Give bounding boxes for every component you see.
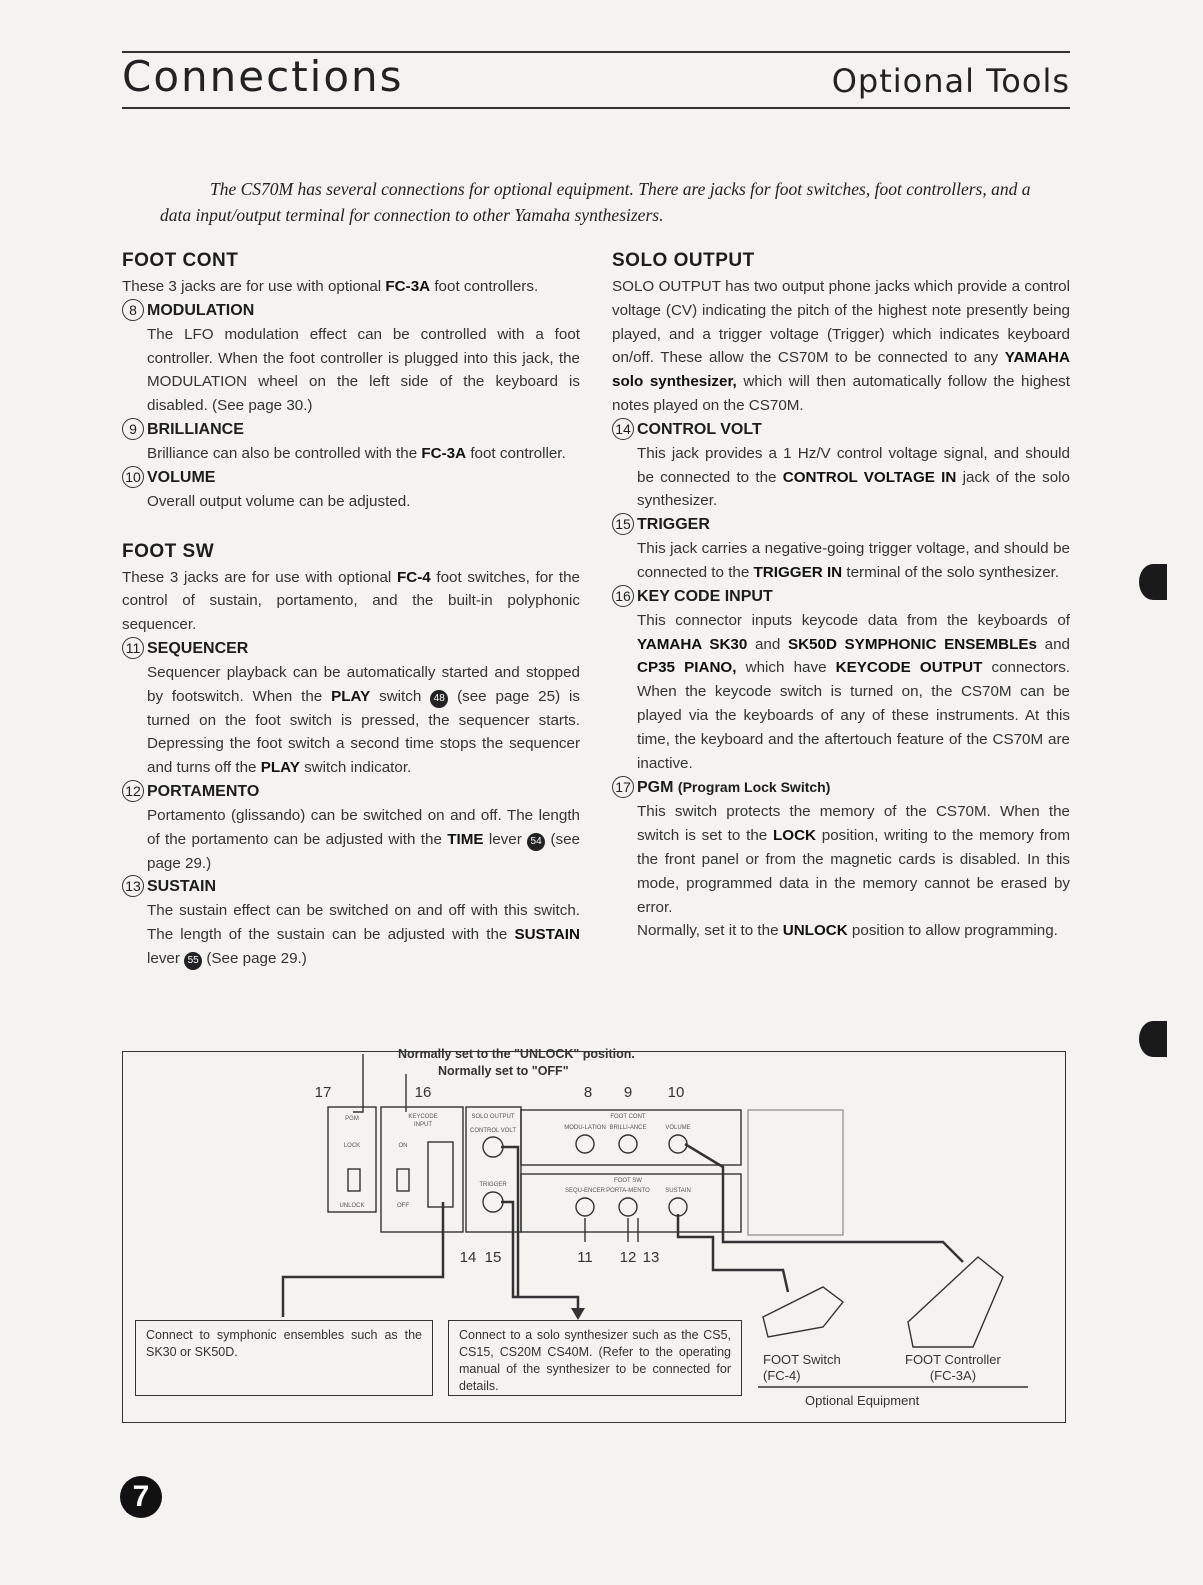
unlock-note-line (353, 1054, 363, 1112)
pgm-panel (328, 1107, 376, 1212)
solo-synth-box: Connect to a solo synthesizer such as the CS5, CS15, CS20M CS40M. (Refer to the operating manual of the synthesizer to be connected for details. (448, 1320, 742, 1396)
modulation-heading: 8 MODULATION (122, 299, 580, 323)
foot-controller-pedal (908, 1257, 1003, 1347)
portamento-jack (619, 1198, 637, 1216)
callout-15: 15 (484, 1249, 502, 1266)
pgm-switch (348, 1169, 360, 1191)
callout-16: 16 (414, 1084, 432, 1101)
trigger-jack (483, 1192, 503, 1212)
left-column (122, 247, 580, 971)
page-title: Connections (122, 52, 404, 101)
label-input: INPUT (414, 1122, 432, 1128)
arrow-to-solo-box (571, 1308, 585, 1320)
symphonic-box: Connect to symphonic ensembles such as the SK30 or SK50D. (135, 1320, 433, 1396)
keycode-cable (283, 1202, 443, 1317)
volume-text: Overall output volume can be adjusted. (147, 492, 411, 510)
modulation-jack (576, 1135, 594, 1153)
section-title: Optional Tools (831, 62, 1070, 100)
label-sequencer: SEQU-ENCER (564, 1188, 606, 1194)
binder-hole-bottom (1139, 1021, 1167, 1057)
portamento-text: Portamento (glissando) can be switched on and off. The length of the portamento can be adjusted with the TIME lever 54 (see page 29.) (147, 806, 580, 872)
sustain-text: The sustain effect can be switched on and off with this switch. The length of the sustain can be adjusted with the SUSTAIN lever 55 (See page 29.) (122, 899, 580, 970)
foot-sw-heading: FOOT SW (122, 540, 215, 562)
label-trigger: TRIGGER (479, 1182, 507, 1188)
label-foot-sw: FOOT SW (614, 1178, 642, 1184)
output-panel (748, 1110, 843, 1235)
header-bottom-rule (122, 107, 1070, 109)
intro-paragraph: The CS70M has several connections for optional equipment. There are jacks for foot switches, foot controllers, and a data input/output terminal for connection to other Yamaha synthesizers. (160, 179, 1031, 225)
page-number: 7 (120, 1476, 162, 1518)
label-solo-output: SOLO OUTPUT (471, 1114, 515, 1120)
foot-cont-desc: These 3 jacks are for use with optional FC-3A foot controllers. (122, 278, 539, 295)
solo-output-heading: SOLO OUTPUT (612, 250, 755, 271)
pgm-text-2: Normally, set it to the UNLOCK position to allow programming. (637, 922, 1058, 940)
sustain-jack (669, 1198, 687, 1216)
portamento-heading: 12 PORTAMENTO (122, 780, 580, 804)
sequencer-heading: 11 SEQUENCER (122, 637, 580, 661)
callout-8: 8 (583, 1084, 593, 1101)
keycode-connector (428, 1142, 453, 1207)
control-volt-jack (483, 1137, 503, 1157)
pgm-text: This switch protects the memory of the CS70M. When the switch is set to the LOCK position, writing to the memory from the front panel or from the magnetic cards is disabled. In this mode, programmed data in the memory cannot be erased by error. (637, 803, 1070, 916)
keycode-switch (397, 1169, 409, 1191)
label-foot-cont: FOOT CONT (610, 1114, 646, 1120)
volume-heading: 10 VOLUME (122, 466, 580, 490)
sequencer-jack (576, 1198, 594, 1216)
callout-17: 17 (314, 1084, 332, 1101)
binder-hole-top (1139, 564, 1167, 600)
key-code-input-heading: 16 KEY CODE INPUT (612, 585, 1070, 609)
label-unlock: UNLOCK (339, 1203, 365, 1209)
label-off: OFF (397, 1203, 409, 1209)
control-volt-heading: 14 CONTROL VOLT (612, 418, 1070, 442)
label-modulation: MODU-LATION (564, 1125, 606, 1131)
foot-controller-label: FOOT Controller (FC-3A) (905, 1352, 1001, 1383)
foot-cont-heading: FOOT CONT (122, 250, 239, 271)
pgm-heading: 17 PGM (Program Lock Switch) (612, 775, 1070, 800)
sustain-heading: 13 SUSTAIN (122, 875, 580, 899)
callout-13: 13 (642, 1249, 660, 1266)
off-note: Normally set to "OFF" (438, 1064, 569, 1078)
foot-switch-cable (678, 1214, 788, 1292)
solo-output-desc: SOLO OUTPUT has two output phone jacks which provide a control voltage (CV) indicating the pitch of the highest note presently being played, and a trigger voltage (Trigger) which indicates keyboard on/off. These allow the CS70M to be connected to any YAMAHA solo synthesizer, which will then automatically follow the highest notes played on the CS70M. (612, 278, 1070, 414)
brilliance-heading: 9 BRILLIANCE (122, 418, 580, 442)
foot-switch-pedal (763, 1287, 843, 1337)
callout-10: 10 (667, 1084, 685, 1101)
label-on: ON (398, 1143, 408, 1149)
solo-cable (501, 1202, 578, 1314)
label-portamento: PORTA-MENTO (606, 1188, 650, 1194)
connection-diagram (122, 1047, 1066, 1423)
brilliance-text: Brilliance can also be controlled with the FC-3A foot controller. (147, 444, 566, 462)
sequencer-text: Sequencer playback can be automatically started and stopped by footswitch. When the PLAY switch 48 (see page 25) is turned on the foot switch is pressed, the sequencer starts. Depressing the foot switch a second time stops the sequencer and turns off the PLAY switch indicator. (147, 663, 580, 777)
callout-12: 12 (619, 1249, 637, 1266)
label-control-volt: CONTROL VOLT (469, 1128, 517, 1134)
callout-11: 11 (577, 1249, 593, 1266)
foot-switch-label: FOOT Switch (FC-4) (763, 1352, 841, 1383)
callout-9: 9 (623, 1084, 633, 1101)
brilliance-jack (619, 1135, 637, 1153)
modulation-text: The LFO modulation effect can be controlled with a foot controller. When the foot controller is plugged into this jack, the MODULATION wheel on the left side of the keyboard is disabled. (See page 30.) (147, 325, 580, 415)
label-keycode: KEYCODE (408, 1114, 438, 1120)
trigger-text: This jack carries a negative-going trigger voltage, and should be connected to the TRIGGER IN terminal of the solo synthesizer. (637, 540, 1070, 581)
label-sustain: SUSTAIN (665, 1188, 691, 1194)
label-lock: LOCK (343, 1143, 361, 1149)
volume-jack (669, 1135, 687, 1153)
callout-14: 14 (459, 1249, 477, 1266)
label-volume: VOLUME (665, 1125, 691, 1131)
optional-equipment-label: Optional Equipment (805, 1393, 920, 1408)
control-volt-text: This jack provides a 1 Hz/V control voltage signal, and should be connected to the CONTROL VOLTAGE IN jack of the solo synthesizer. (637, 444, 1070, 510)
label-pgm: PGM (345, 1116, 359, 1122)
right-column (612, 247, 1070, 943)
key-code-input-text: This connector inputs keycode data from the keyboards of YAMAHA SK30 and SK50D SYMPHONIC ENSEMBLEs and CP35 PIANO, which have KEYCODE OUTPUT connectors. When the keycode switch is turned on, the CS70M can be played via the keyboards of any of these instruments. At this time, the keyboard and the aftertouch feature of the CS70M are inactive. (637, 611, 1071, 772)
foot-controller-cable (685, 1144, 963, 1262)
unlock-note: Normally set to the "UNLOCK" position. (398, 1047, 635, 1061)
foot-sw-desc: These 3 jacks are for use with optional FC-4 foot switches, for the control of sustain, portamento, and the built-in polyphonic sequencer. (122, 568, 580, 634)
label-brilliance: BRILLI-ANCE (609, 1125, 647, 1131)
trigger-heading: 15 TRIGGER (612, 513, 1070, 537)
